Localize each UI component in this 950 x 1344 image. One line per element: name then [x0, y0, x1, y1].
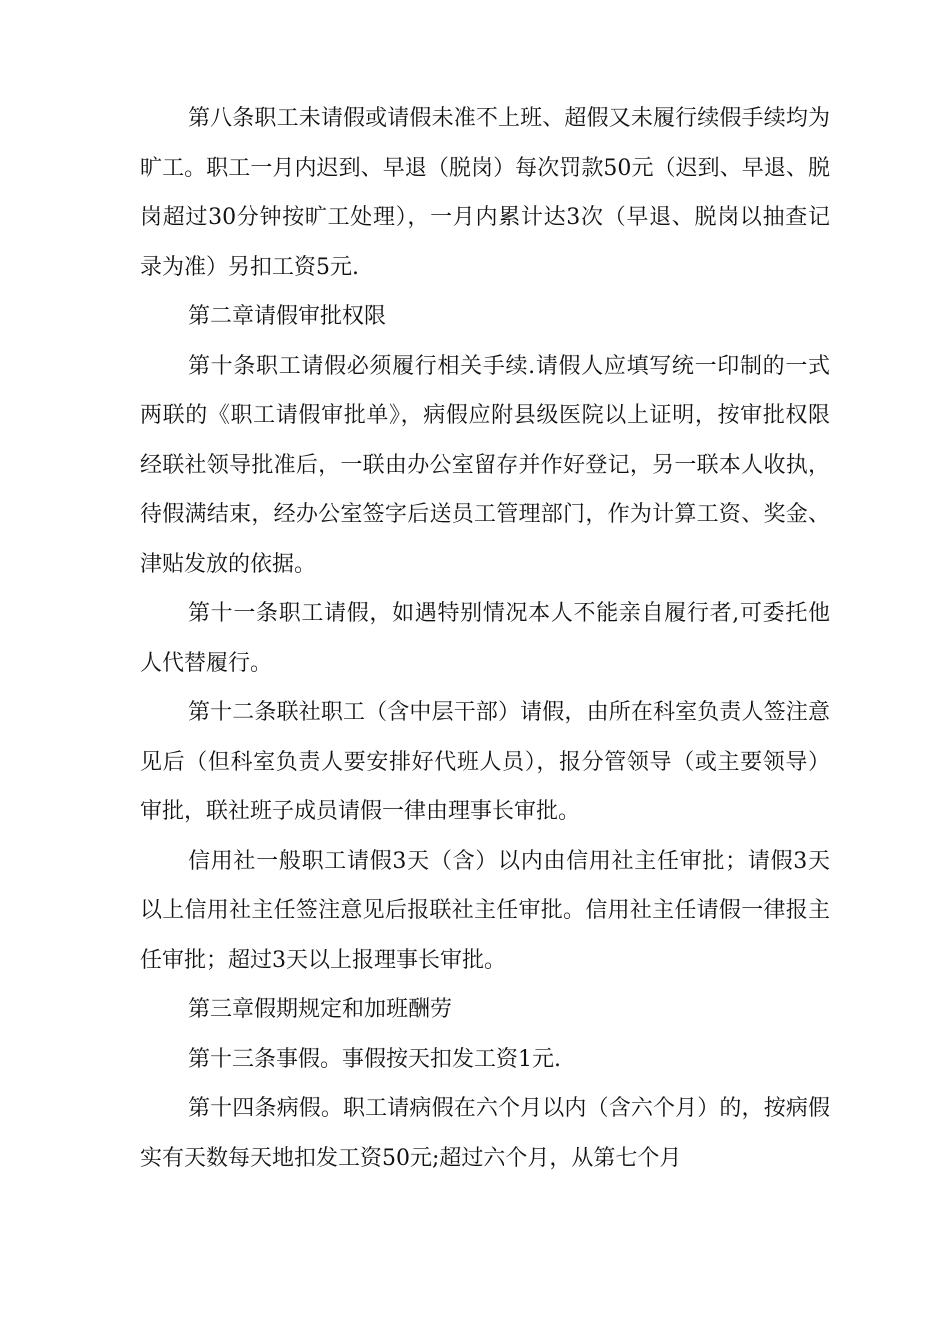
- article-14-paragraph: 第十四条病假。职工请病假在六个月以内（含六个月）的，按病假实有天数每天地扣发工资50元;超过六个月，从第七个月: [140, 1096, 830, 1171]
- credit-union-leave-paragraph: 信用社一般职工请假3天（含）以内由信用社主任审批；请假3天以上信用社主任签注意见后报联社主任审批。信用社主任请假一律报主任审批；超过3天以上报理事长审批。: [140, 848, 830, 973]
- chapter-3-heading: 第三章假期规定和加班酬劳: [188, 997, 453, 1022]
- chapter-2-heading: 第二章请假审批权限: [188, 304, 387, 329]
- article-12-paragraph: 第十二条联社职工（含中层干部）请假，由所在科室负责人签注意见后（但科室负责人要安排好代班人员），报分管领导（或主要领导）审批，联社班子成员请假一律由理事长审批。: [140, 700, 830, 824]
- document-body: [140, 94, 830, 1183]
- article-13-paragraph: 第十三条事假。事假按天扣发工资1元.: [188, 1046, 561, 1072]
- article-8-paragraph: 第八条职工未请假或请假未准不上班、超假又未履行续假手续均为旷工。职工一月内迟到、早退（脱岗）每次罚款50元（迟到、早退、脱岗超过30分钟按旷工处理），一月内累计达3次（早退、脱岗以抽查记录为准）另扣工资5元.: [140, 106, 830, 280]
- article-11-paragraph: 第十一条职工请假，如遇特别情况本人不能亲自履行者,可委托他人代替履行。: [140, 601, 830, 676]
- article-10-paragraph: 第十条职工请假必须履行相关手续.请假人应填写统一印制的一式两联的《职工请假审批单》，病假应附县级医院以上证明，按审批权限经联社领导批准后，一联由办公室留存并作好登记，另一联本人收执，待假满结束，经办公室签字后送员工管理部门，作为计算工资、奖金、津贴发放的依据。: [140, 353, 830, 577]
